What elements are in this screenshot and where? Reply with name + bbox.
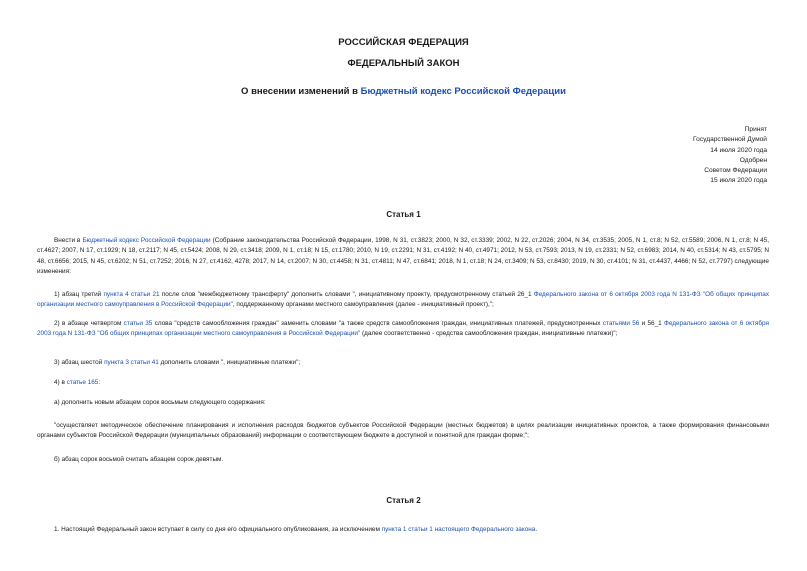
- article-1-heading: Статья 1: [386, 210, 421, 219]
- adoption-line: Принят: [744, 126, 767, 133]
- article-165-link[interactable]: статье 165: [66, 379, 99, 386]
- item-1: [37, 290, 769, 311]
- item-text: слова "средств самообложения граждан" заменить словами "а также средств самообложения граждан, инициативных платежей, предусмотренных: [152, 320, 603, 327]
- country-heading: РОССИЙСКАЯ ФЕДЕРАЦИЯ: [338, 37, 469, 48]
- item-4b: [37, 455, 769, 465]
- intro-text: Внести в: [54, 237, 83, 244]
- article-1-intro: [37, 236, 769, 277]
- item-text: б) абзац сорок восьмой считать абзацем сорок девятым.: [54, 456, 224, 463]
- item-3: [37, 358, 769, 368]
- item-text: и 56_1: [639, 320, 664, 327]
- item-text: 1) абзац третий: [54, 291, 104, 298]
- article-2-text: [37, 525, 769, 535]
- item-text: 3) абзац шестой: [54, 359, 105, 366]
- law-type-heading: ФЕДЕРАЛЬНЫЙ ЗАКОН: [347, 58, 460, 69]
- item-text: 4) в: [54, 379, 67, 386]
- federal-law-131-link[interactable]: Федерального закона от 6 октября 2003 года N 131-ФЗ "Об общих принципах организации местного самоуправления в Российской Федерации": [37, 320, 769, 338]
- article-2-heading: Статья 2: [386, 496, 421, 505]
- adoption-line: Советом Федерации: [704, 167, 767, 175]
- item-text: после слов "межбюджетному трансферту" дополнить словами ", инициативному проекту, предусмотренному статьей 26_1: [159, 291, 534, 298]
- article-2-body: 1. Настоящий Федеральный закон вступает в силу со дня его официального опубликования, за исключением: [54, 526, 382, 533]
- item-4a-quote: [37, 421, 769, 442]
- adoption-info: [693, 125, 767, 187]
- federal-law-131-link[interactable]: Федерального закона от 6 октября 2003 года N 131-ФЗ "Об общих принципах организации местного самоуправления в Российской Федерации": [37, 291, 770, 309]
- law-title: [0, 86, 807, 97]
- quote-text: "осуществляет методическое обеспечение планирования и исполнения расходов бюджетов субъектов Российской Федерации (местных бюджетов) в целях реализации инициативных проектов, а также формирования финансовыми органами субъектов Российской Федерации (муниципальных образований) информации о соответствующем бюджете в доступной и понятной для граждан форме;";: [37, 422, 769, 440]
- budget-code-link[interactable]: Бюджетный кодекс Российской Федерации: [82, 237, 211, 244]
- adoption-line: Государственной Думой: [693, 136, 767, 144]
- article-35-link[interactable]: статьи 35: [123, 320, 153, 327]
- adoption-line: 14 июля 2020 года: [710, 146, 767, 154]
- article-21-link[interactable]: пункта 4 статьи 21: [103, 291, 160, 298]
- title-prefix: О внесении изменений в: [241, 86, 361, 97]
- article-56-link[interactable]: статьями 56: [602, 320, 640, 327]
- budget-code-link[interactable]: Бюджетный кодекс Российской Федерации: [360, 86, 566, 97]
- item-text: 2) в абзаце четвертом: [54, 320, 124, 327]
- article-1-item-1-link[interactable]: пункта 1 статьи 1 настоящего Федерального закона: [381, 526, 536, 533]
- intro-text: (Собрание законодательства Российской Федерации, 1998, N 31, ст.3823; 2000, N 32, ст.3339; 2002, N 22, ст.2026; 2004, N 34, ст.3535; 2005, N 1, ст.8; N 52, ст.5589; 2006, N 1, ст.8; N 45, ст.4627; 2007, N 17, ст.1929; N 18, ст.2117; N 45, ст.5424; 2008, N 29, ст.3418; 2009, N 1, ст.18; N 15, ст.1780; 2010, N 19, ст.2291; N 31, ст.4192; N 40, ст.4971; 2012, N 53, ст.7593; 2013, N 19, ст.2331; N 52, ст.6983; 2014, N 40, ст.5314; N 43, ст.5795; N 48, ст.6656; 2015, N 45, ст.6202; N 51, ст.7252; 2016, N 27, ст.4162, 4278; 2017, N 14, ст.2007; N 30, ст.4458; N 31, ст.4811; N 47, ст.6841; 2018, N 1, ст.18; N 24, ст.3409; N 53, ст.8430; 2019, N 30, ст.4101; N 31, ст.4437, 4466; N 52, ст.7797) следующие изменения:: [37, 237, 770, 275]
- adoption-line: Одобрен: [739, 156, 767, 164]
- item-4a: [37, 398, 769, 408]
- item-4: [37, 378, 769, 388]
- item-text: , поддержанному органами местного самоуправления (далее - инициативный проект),";: [232, 301, 494, 309]
- item-text: (далее соответственно - средства самообложения граждан, инициативные платежи)";: [360, 330, 618, 338]
- article-41-link[interactable]: пункта 3 статьи 41: [104, 359, 159, 366]
- adoption-line: 15 июля 2020 года: [710, 177, 767, 185]
- item-text: :: [98, 379, 101, 386]
- article-2-body: .: [535, 526, 538, 533]
- item-2: [37, 319, 769, 340]
- item-text: а) дополнить новым абзацем сорок восьмым следующего содержания:: [54, 399, 266, 406]
- item-text: дополнить словами ", инициативные платежи";: [158, 359, 301, 366]
